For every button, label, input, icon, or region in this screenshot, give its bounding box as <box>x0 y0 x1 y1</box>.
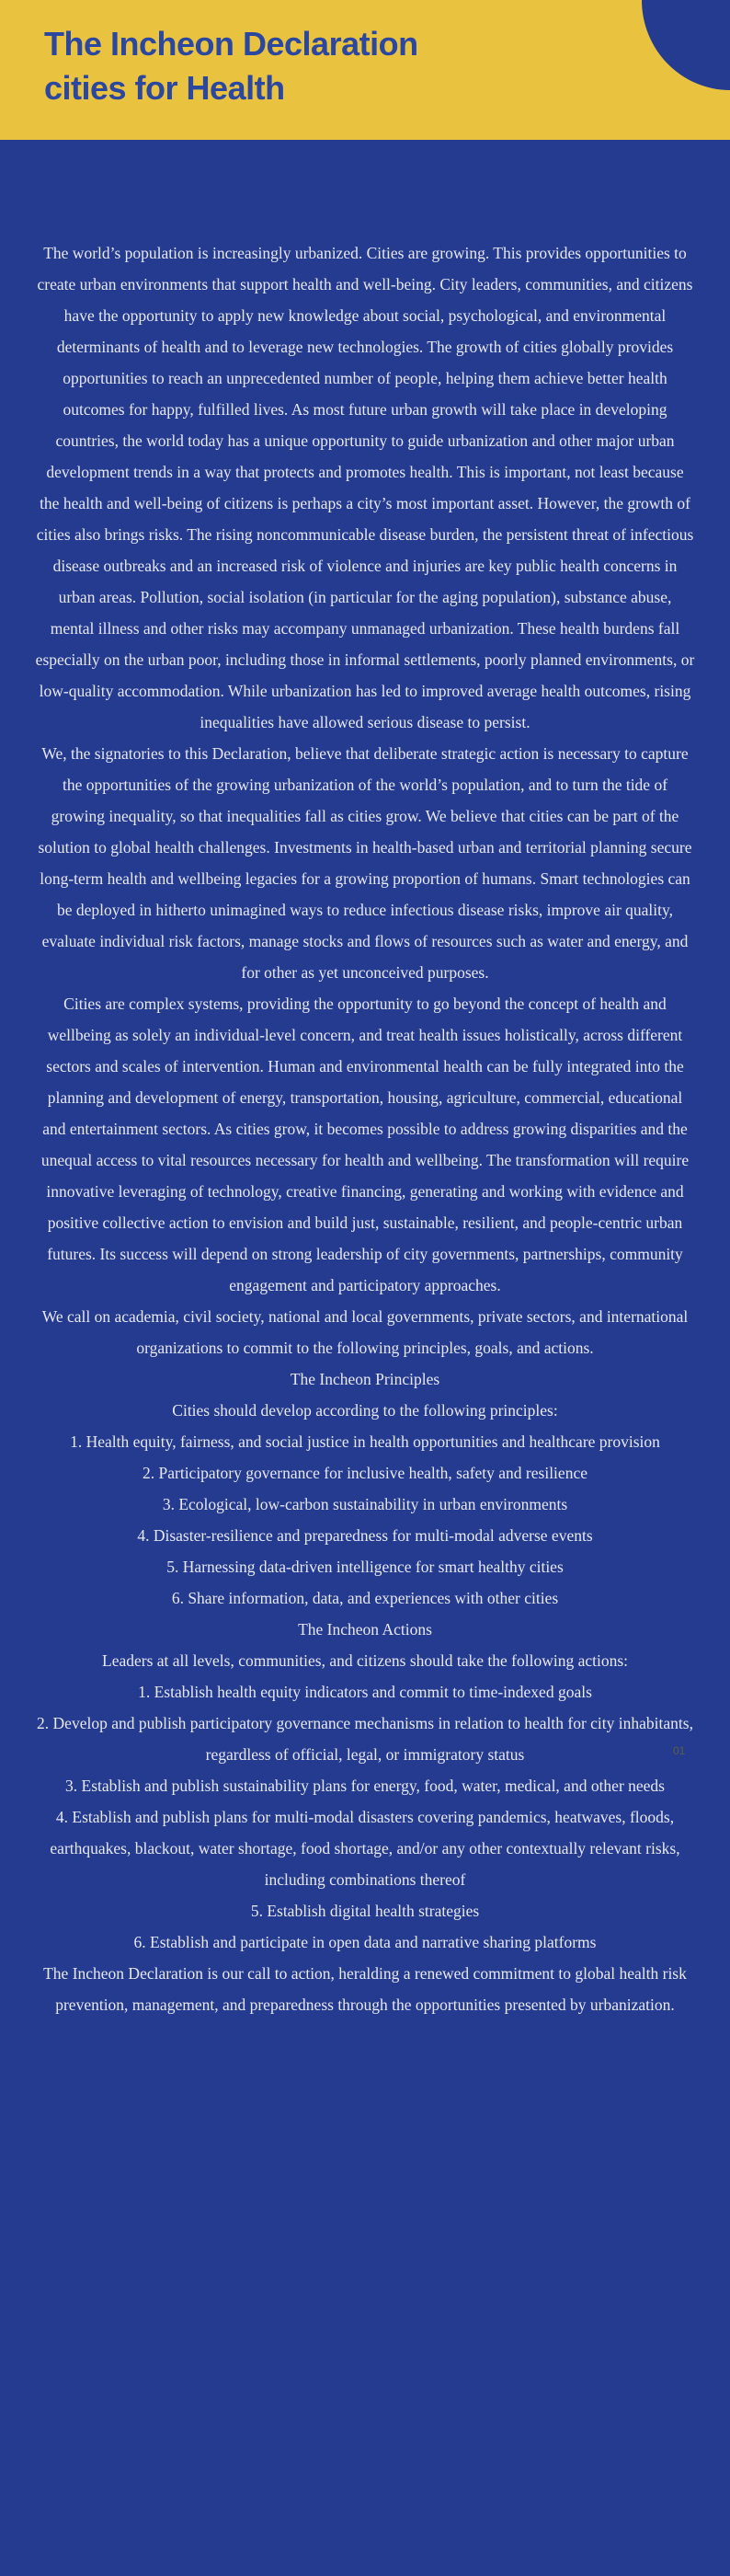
page-title-line-1: The Incheon Declaration <box>44 25 418 63</box>
declaration-body <box>0 140 730 2020</box>
paragraph: The world’s population is increasingly urbanized. Cities are growing. This provides opportunities to create urban environments that support health and well-being. City leaders, communities, and citizens have the opportunity to apply new knowledge about social, psychological, and environmental determinants of health and to leverage new technologies. The growth of cities globally provides opportunities to reach an unprecedented number of people, helping them achieve better health outcomes for happy, fulfilled lives. As most future urban growth will take place in developing countries, the world today has a unique opportunity to guide urbanization and other major urban development trends in a way that protects and promotes health. This is important, not least because the health and well-being of citizens is perhaps a city’s most important asset. However, the growth of cities also brings risks. The rising noncommunicable disease burden, the persistent threat of infectious disease outbreaks and an increased risk of violence and injuries are key public health concerns in urban areas. Pollution, social isolation (in particular for the aging population), substance abuse, mental illness and other risks may accompany unmanaged urbanization. These health burdens fall especially on the urban poor, including those in informal settlements, poorly planned environments, or low-quality accommodation. While urbanization has led to improved average health outcomes, rising inequalities have allowed serious disease to persist. <box>35 244 695 731</box>
page-number: 01 <box>673 1744 686 1757</box>
principle-item: 2. Participatory governance for inclusive health, safety and resilience <box>143 1464 587 1482</box>
principles-list <box>35 1426 695 1614</box>
action-item: 2. Develop and publish participatory governance mechanisms in relation to health for city inhabitants, regardless of official, legal, or immigratory status <box>37 1714 693 1764</box>
page-title-line-2: cities for Health <box>44 69 285 107</box>
paragraph: We, the signatories to this Declaration, believe that deliberate strategic action is necessary to capture the opportunities of the growing urbanization of the world’s population, and to turn the tide of growing inequality, so that inequalities fall as cities grow. We believe that cities can be part of the solution to global health challenges. Investments in health-based urban and territorial planning secure long-term health and wellbeing legacies for a growing proportion of humans. Smart technologies can be deployed in hitherto unimagined ways to reduce infectious disease risks, improve air quality, evaluate individual risk factors, manage stocks and flows of resources such as water and energy, and for other as yet unconceived purposes. <box>38 744 692 982</box>
actions-intro: Leaders at all levels, communities, and citizens should take the following actions: <box>102 1651 628 1670</box>
action-item: 6. Establish and participate in open data and narrative sharing platforms <box>133 1933 597 1951</box>
principles-intro: Cities should develop according to the following principles: <box>172 1401 558 1420</box>
paragraph: Cities are complex systems, providing the opportunity to go beyond the concept of health and wellbeing as solely an individual-level concern, and treat health issues holistically, across different sectors and scales of intervention. Human and environmental health can be fully integrated into the planning and development of energy, transportation, housing, agriculture, commercial, educational and entertainment sectors. As cities grow, it becomes possible to address growing disparities and the unequal access to vital resources necessary for health and wellbeing. The transformation will require innovative leveraging of technology, creative financing, generating and working with evidence and positive collective action to envision and build just, sustainable, resilient, and people-centric urban futures. Its success will depend on strong leadership of city governments, partnerships, community engagement and participatory approaches. <box>40 995 690 1294</box>
action-item: 5. Establish digital health strategies <box>250 1902 480 1920</box>
principles-heading: The Incheon Principles <box>290 1370 440 1388</box>
action-item: 3. Establish and publish sustainability plans for energy, food, water, medical, and other needs <box>65 1777 665 1795</box>
principle-item: 1. Health equity, fairness, and social justice in health opportunities and healthcare provision <box>70 1432 660 1451</box>
page-title <box>0 0 730 110</box>
action-item: 4. Establish and publish plans for multi-modal disasters covering pandemics, heatwaves, floods, earthquakes, blackout, water shortage, food shortage, and/or any other contextually relevant risks, including combinations thereof <box>50 1808 680 1889</box>
actions-heading: The Incheon Actions <box>298 1620 432 1639</box>
actions-list <box>35 1676 695 1958</box>
paragraph: We call on academia, civil society, national and local governments, private sectors, and international organizations to commit to the following principles, goals, and actions. <box>41 1307 689 1357</box>
intro-paragraphs <box>35 237 695 1363</box>
principle-item: 3. Ecological, low-carbon sustainability in urban environments <box>162 1495 568 1513</box>
closing-paragraph: The Incheon Declaration is our call to action, heralding a renewed commitment to global health risk prevention, management, and preparedness through the opportunities presented by urbanization. <box>43 1964 687 2014</box>
principle-item: 5. Harnessing data-driven intelligence for smart healthy cities <box>166 1558 564 1576</box>
header-banner <box>0 0 730 140</box>
action-item: 1. Establish health equity indicators and commit to time-indexed goals <box>138 1683 592 1701</box>
principle-item: 6. Share information, data, and experiences with other cities <box>171 1589 559 1607</box>
principle-item: 4. Disaster-resilience and preparedness for multi-modal adverse events <box>137 1526 593 1545</box>
